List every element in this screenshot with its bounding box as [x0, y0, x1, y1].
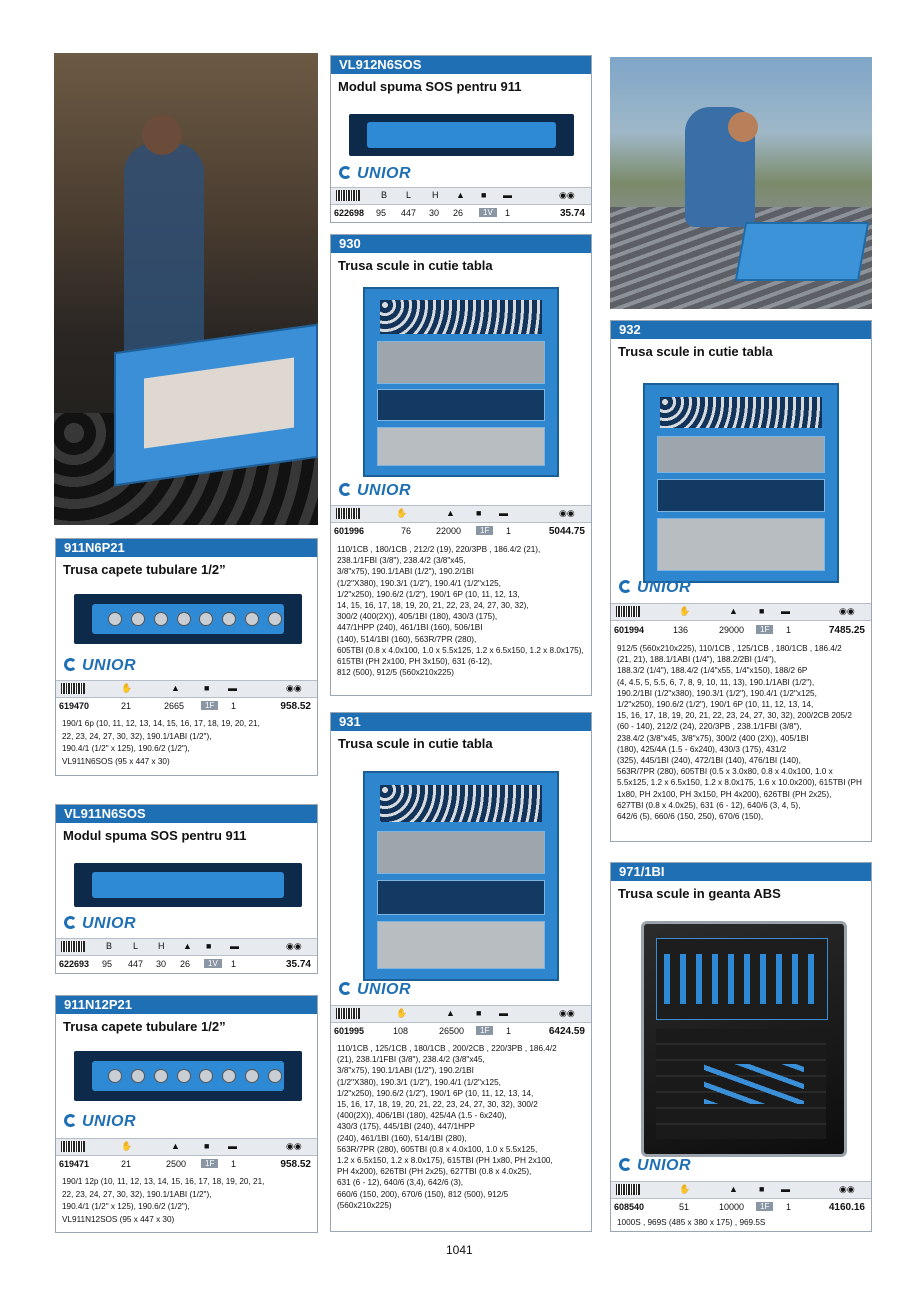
product-code: 601996 [334, 526, 365, 536]
price: 958.52 [280, 701, 311, 712]
product-code-header: 932 [611, 321, 871, 339]
product-code: 601995 [334, 1026, 365, 1036]
val-1: 136 [673, 625, 689, 635]
spec-values-row [331, 524, 591, 539]
col-l: L [406, 190, 412, 200]
val-pack: 1 [505, 208, 511, 218]
val-pack: 1 [231, 959, 237, 969]
box-icon: ■ [481, 190, 487, 200]
val-pack: 1 [786, 1202, 792, 1212]
col-h: H [432, 190, 439, 200]
val-pack: 1 [506, 1026, 512, 1036]
ruler-icon: ▬ [499, 508, 508, 518]
spec-values-row [56, 957, 317, 972]
socket-set-image [74, 594, 302, 644]
val-1: 76 [401, 526, 412, 536]
product-code: 601994 [614, 625, 645, 635]
product-code-header: 930 [331, 235, 591, 253]
foam-module-image [349, 114, 574, 156]
unior-logo: UNIOR [619, 1157, 691, 1175]
spec-header-row [56, 938, 317, 956]
spec-header-row [56, 680, 317, 698]
product-contents: 912/5 (560x210x225), 110/1CB , 125/1CB , 180/1CB , 186.4/2 (21, 21), 188.1/1ABI (1/4"), 188.2/2BI (1/4"), 188.3/2 (1/4"), 188.4/2 (1/4"x55, 1/4"x150), 188/2 6P (4, 4.5, 5, 5.5, 6, 7, 8, 9, 10, 11, 13), 190.1/1ABI (1/2"), 190.2/1BI (1/2"x380), 190.3/1 (1/2"), 190.4/1 (1/2"x125, 1/2"x250), 190.6/2 (1/2"), 190/1 6P (10, 11, 12, 13, 14, 15, 16, 17, 18, 19, 20, 21, 22, 23, 24, 27, 30, 32), 200/2CB 205/2 (60 - 140), 212/2 (24), 220/3PB , 238.1/1FBI (3/8"), 238.4/2 (3/8"x45, 3/8"x75), 300/2 (400 (2X)), 405/1BI (180), 425/4A (1.5 - 6x240), 430/3 (175), 431/2 (325), 445/1BI (240), 472/1BI (140), 476/1BI (140), 563R/7PR (280), 605TBI (0.5 x 3.0x80, 0.8 x 4.0x100, 1.0 x 5.5x125, 1.2 x 6.5x150, 1.2 x 8.0x175, 1.6 x 10.0x200), 615TBI (PH 1x80, PH 2x100, PH 3x150, PH 4x200), 626TBI (PH 2x25), 627TBI (0.8 x 4.0x25), 631 (6 - 12), 640/6 (3, 4, 5), 642/6 (5), 660/6 (150, 250), 670/6 (150), [617, 644, 862, 822]
product-code: 608540 [614, 1202, 645, 1212]
spec-values-row [331, 1024, 591, 1039]
spec-header-row [611, 603, 871, 621]
box-icon: ■ [206, 941, 212, 951]
photo-worker-toolbox [54, 53, 318, 525]
page-number: 1041 [446, 1243, 473, 1257]
unior-logo: UNIOR [64, 657, 136, 675]
product-title: Trusa capete tubulare 1/2” [63, 562, 226, 577]
box-icon: ■ [476, 508, 482, 518]
spec-header-row [56, 1138, 317, 1156]
val-pack: 1 [506, 526, 512, 536]
unior-logo: UNIOR [339, 981, 411, 999]
price: 958.52 [280, 1159, 311, 1170]
weight-icon: ▲ [729, 1184, 738, 1194]
coins-icon: ◉◉ [839, 1184, 855, 1194]
val-qty: 26 [453, 208, 464, 218]
val-2: 29000 [719, 625, 745, 635]
product-card-vl912n6sos [330, 55, 592, 223]
hand-icon: ✋ [679, 1184, 691, 1194]
ruler-icon: ▬ [781, 1184, 790, 1194]
val-2: 22000 [436, 526, 462, 536]
unit-badge: 1F [756, 1202, 773, 1211]
val-b: 95 [102, 959, 113, 969]
socket-set-image [74, 1051, 302, 1101]
unit-badge: 1F [201, 1159, 218, 1168]
photo-worker-roof [610, 57, 872, 309]
val-pack: 1 [231, 1159, 237, 1169]
price: 4160.16 [828, 1202, 865, 1213]
product-card-911n12p21 [55, 995, 318, 1233]
toolbox-image [643, 383, 839, 583]
val-2: 2500 [166, 1159, 187, 1169]
barcode-icon [61, 1141, 85, 1152]
foam-module-image [74, 863, 302, 907]
spec-header-row [331, 505, 591, 523]
barcode-icon [616, 606, 640, 617]
coins-icon: ◉◉ [559, 190, 575, 200]
product-code-header: 931 [331, 713, 591, 731]
barcode-icon [61, 683, 85, 694]
spec-values-row [611, 623, 871, 638]
price: 6424.59 [548, 1026, 585, 1037]
product-title: Trusa scule in geanta ABS [618, 886, 781, 901]
ruler-icon: ▬ [228, 1141, 237, 1151]
val-h: 30 [156, 959, 167, 969]
coins-icon: ◉◉ [839, 606, 855, 616]
toolbox-image [363, 287, 559, 477]
product-title: Trusa scule in cutie tabla [338, 258, 493, 273]
col-h: H [158, 941, 165, 951]
hand-icon: ✋ [121, 1141, 133, 1151]
product-code-header: 971/1BI [611, 863, 871, 881]
product-card-932 [610, 320, 872, 842]
product-code: 622693 [59, 959, 90, 969]
barcode-icon [336, 190, 360, 201]
val-1: 21 [121, 701, 132, 711]
val-1: 108 [393, 1026, 409, 1036]
spec-values-row [611, 1200, 871, 1215]
product-card-931 [330, 712, 592, 1232]
hand-icon: ✋ [396, 1008, 408, 1018]
price: 35.74 [559, 208, 585, 219]
weight-icon: ▲ [171, 683, 180, 693]
box-icon: ■ [759, 1184, 765, 1194]
val-l: 447 [128, 959, 144, 969]
barcode-icon [616, 1184, 640, 1195]
spec-header-row [331, 1005, 591, 1023]
weight-icon: ▲ [729, 606, 738, 616]
hand-icon: ✋ [396, 508, 408, 518]
val-2: 2665 [164, 701, 185, 711]
val-1: 51 [679, 1202, 690, 1212]
product-title: Trusa scule in cutie tabla [618, 344, 773, 359]
val-qty: 26 [180, 959, 191, 969]
val-pack: 1 [786, 625, 792, 635]
price: 7485.25 [828, 625, 865, 636]
val-1: 21 [121, 1159, 132, 1169]
val-l: 447 [401, 208, 417, 218]
product-code-header: 911N12P21 [56, 996, 317, 1014]
weight-icon: ▲ [183, 941, 192, 951]
weight-icon: ▲ [446, 1008, 455, 1018]
col-b: B [106, 941, 113, 951]
product-code-header: VL912N6SOS [331, 56, 591, 74]
val-2: 10000 [719, 1202, 745, 1212]
coins-icon: ◉◉ [286, 1141, 302, 1151]
box-icon: ■ [204, 683, 210, 693]
price: 5044.75 [548, 526, 585, 537]
ruler-icon: ▬ [781, 606, 790, 616]
product-card-930 [330, 234, 592, 696]
unior-logo: UNIOR [64, 1113, 136, 1131]
unit-badge: 1F [756, 625, 773, 634]
spec-header-row [331, 187, 591, 205]
unit-badge: 1V [204, 959, 222, 968]
coins-icon: ◉◉ [286, 941, 302, 951]
unior-logo: UNIOR [64, 915, 136, 933]
unior-logo: UNIOR [619, 579, 691, 597]
product-card-vl911n6sos [55, 804, 318, 974]
product-contents: 1000S , 969S (485 x 380 x 175) , 969.5S [617, 1218, 766, 1227]
price: 35.74 [285, 959, 311, 970]
coins-icon: ◉◉ [559, 508, 575, 518]
unior-logo: UNIOR [339, 482, 411, 500]
unit-badge: 1F [476, 1026, 493, 1035]
product-code: 622698 [334, 208, 365, 218]
product-card-911n6p21 [55, 538, 318, 776]
unit-badge: 1F [201, 701, 218, 710]
product-code: 619471 [59, 1159, 90, 1169]
spec-header-row [611, 1181, 871, 1199]
val-b: 95 [376, 208, 387, 218]
col-l: L [133, 941, 139, 951]
barcode-icon [336, 508, 360, 519]
product-code-header: VL911N6SOS [56, 805, 317, 823]
barcode-icon [61, 941, 85, 952]
unit-badge: 1V [479, 208, 497, 217]
spec-values-row [56, 1157, 317, 1172]
weight-icon: ▲ [446, 508, 455, 518]
product-code-header: 911N6P21 [56, 539, 317, 557]
weight-icon: ▲ [171, 1141, 180, 1151]
hand-icon: ✋ [679, 606, 691, 616]
product-contents: 190/1 12p (10, 11, 12, 13, 14, 15, 16, 17, 18, 19, 20, 21, 22, 23, 24, 27, 30, 32), 190.1/1ABI (1/2"), 190.4/1 (1/2" x 125), 190.6/2 (1/2"), VL911N12SOS (95 x 447 x 30) [62, 1177, 265, 1224]
unit-badge: 1F [476, 526, 493, 535]
product-title: Modul spuma SOS pentru 911 [338, 79, 522, 94]
weight-icon: ▲ [456, 190, 465, 200]
box-icon: ■ [204, 1141, 210, 1151]
val-2: 26500 [439, 1026, 465, 1036]
product-contents: 110/1CB , 180/1CB , 212/2 (19), 220/3PB , 186.4/2 (21), 238.1/1FBI (3/8"), 238.4/2 (3/8"x45, 3/8"x75), 190.1/1ABI (1/2"), 190.2/1BI (1/2"X380), 190.3/1 (1/2"), 190.4/1 (1/2"x125, 1/2"x250), 190.6/2 (1/2"), 190/1 6P (10, 11, 12, 13, 14, 15, 16, 17, 18, 19, 20, 21, 22, 23, 24, 27, 30, 32), 300/2 (400(2X)), 405/1BI (180), 430/3 (175), 447/1HPP (240), 461/1BI (160), 506/1BI (140), 514/1BI (160), 563R/7PR (280), 605TBI (0.8 x 4.0x100, 1.0 x 5.5x125, 1.2 x 6.5x150, 1.2 x 8.0x175), 615TBI (PH 2x100, PH 3x150), 631 (6-12), 812 (500), 912/5 (560x210x225) [337, 545, 584, 678]
coins-icon: ◉◉ [559, 1008, 575, 1018]
box-icon: ■ [759, 606, 765, 616]
ruler-icon: ▬ [503, 190, 512, 200]
product-title: Modul spuma SOS pentru 911 [63, 828, 247, 843]
hand-icon: ✋ [121, 683, 133, 693]
abs-case-image [641, 921, 847, 1157]
val-h: 30 [429, 208, 440, 218]
ruler-icon: ▬ [230, 941, 239, 951]
val-pack: 1 [231, 701, 237, 711]
product-contents: 110/1CB , 125/1CB , 180/1CB , 200/2CB , 220/3PB , 186.4/2 (21), 238.1/1FBI (3/8"), 238.4/2 (3/8"x45, 3/8"x75), 190.1/1ABI (1/2"), 190.2/1BI (1/2"X380), 190.3/1 (1/2"), 190.4/1 (1/2"x125, 1/2"x250), 190.6/2 (1/2"), 190/1 6P (10, 11, 12, 13, 14, 15, 16, 17, 18, 19, 20, 21, 22, 23, 24, 27, 30, 32), 300/2 (400(2X)), 406/1BI (180), 425/4A (1.5 - 6x240), 430/3 (175), 445/1BI (240), 447/1HPP (240), 461/1BI (160), 514/1BI (280), 563R/7PR (280), 605TBI (0.8 x 4.0x100, 1.0 x 5.5x125, 1.2 x 6.5x150, 1.2 x 8.0x175), 615TBI (PH 1x80, PH 2x100, PH 4x200), 626TBI (PH 2x25), 627TBI (0.8 x 4.0x25), 631 (6 - 12), 640/6 (3,4), 642/6 (3), 660/6 (150, 200), 670/6 (150), 812 (500), 912/5 (560x210x225) [337, 1044, 557, 1210]
coins-icon: ◉◉ [286, 683, 302, 693]
unior-logo: UNIOR [339, 165, 411, 183]
product-card-971-1bi [610, 862, 872, 1232]
box-icon: ■ [476, 1008, 482, 1018]
barcode-icon [336, 1008, 360, 1019]
product-code: 619470 [59, 701, 90, 711]
product-title: Trusa capete tubulare 1/2” [63, 1019, 226, 1034]
toolbox-image [363, 771, 559, 981]
product-contents: 190/1 6p (10, 11, 12, 13, 14, 15, 16, 17, 18, 19, 20, 21, 22, 23, 24, 27, 30, 32), 190.1/1ABI (1/2"), 190.4/1 (1/2" x 125), 190.6/2 (1/2"), VL911N6SOS (95 x 447 x 30) [62, 719, 260, 766]
spec-values-row [331, 206, 591, 221]
ruler-icon: ▬ [228, 683, 237, 693]
product-title: Trusa scule in cutie tabla [338, 736, 493, 751]
ruler-icon: ▬ [499, 1008, 508, 1018]
spec-values-row [56, 699, 317, 714]
col-b: B [381, 190, 388, 200]
